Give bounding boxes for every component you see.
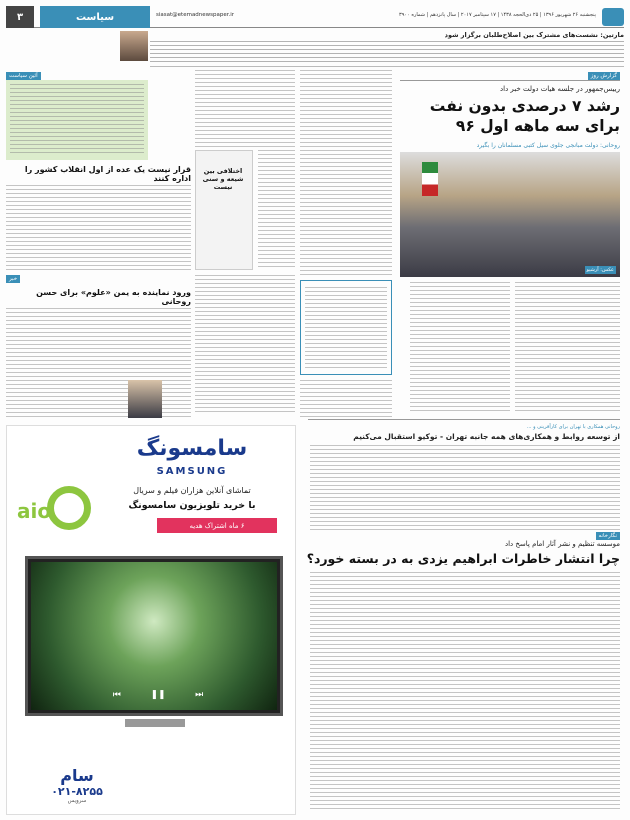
ad-footer [17,766,137,804]
section-label: سیاست [40,6,150,28]
section3-text [310,572,620,812]
section-email: siasat@etemadnewspaper.ir [156,12,235,18]
section3-pretitle: موسسه تنظیم و نشر آثار امام پاسخ داد [504,540,620,548]
tv-player-controls [98,689,218,701]
ad-brand-fa: سامسونگ [136,436,248,461]
newspaper-logo [602,8,624,26]
main-story-pretitle: رییس‌جمهور در جلسه هیات دولت خبر داد [500,85,620,93]
column-text [195,70,295,148]
sam-logo: سام [60,766,94,785]
previous-icon: ⏮ [112,690,121,700]
quote-box-text [305,287,387,369]
main-story-kicker: گزارش روز [588,72,620,80]
section2-headline: از توسعه روابط و همکاری‌های همه جانبه تهران - توکیو استقبال می‌کنیم [353,432,620,441]
main-story-subtitle: روحانی: دولت مبانجی جلوی سیل کتبی مسلمانان را بگیرد [476,142,620,149]
top-strip-photo [120,31,148,61]
left-column-headline: قرار نیست یک عده از اول انقلاب کشور را اداره کنند [24,165,191,183]
tv-image [25,556,283,716]
left-column-text [6,185,191,270]
left-column-kicker: آئین سیاست [6,72,41,80]
aio-ring-icon [47,486,91,530]
green-box-text [10,84,144,156]
section2-pretitle: روحانی همکاری با تهران برای کارآفرینی و ... [526,424,620,430]
ad-line2: با خرید تلویزیون سامسونگ [128,500,256,511]
next-icon: ⏭ [195,690,204,700]
quote-box [300,280,392,375]
section2-text [310,445,620,530]
ad-line1: تماشای آنلاین هزاران فیلم و سریال [133,486,251,495]
pause-icon: ❚❚ [150,690,166,700]
photo-caption: عکس: آرشیو [586,267,614,273]
page-header [6,6,624,28]
column-text [258,150,295,270]
author-portrait [128,380,162,418]
cabinet-meeting-photo [400,152,620,277]
tv-screen [31,562,277,710]
samsung-advertisement[interactable] [6,425,296,815]
tv-stand [125,719,185,727]
main-story-text-col [515,282,620,412]
sam-tagline: سرویس [67,798,87,804]
top-strip-title: مارتین: نشست‌های مشترک بین اصلاح‌طلبان برگزار شود [444,31,624,39]
side-box-title: اختلافی بین شیعه و سنی نیست [202,167,244,191]
main-story-headline: رشد ۷ درصدی بدون نفت برای سه ماهه اول ۹۶ [429,97,620,135]
side-box [195,150,253,270]
section3-kicker: نگارخانه [596,532,620,540]
column-text [195,275,295,415]
aio-logo [17,481,95,531]
issue-info: پنجشنبه ۲۶ شهریور ۱۳۹۶ | ۲۵ ذی‌الحجه ۱۴۳۸ | ۱۷ سپتامبر ۲۰۱۷ | سال پانزدهم | شماره ۳۹۰۰ [399,12,596,18]
top-strip-body-text [150,41,624,65]
divider [308,419,620,420]
divider [400,80,620,81]
ad-gift-badge: ۶ ماه اشتراک هدیه [157,518,277,533]
section3-headline: چرا انتشار خاطرات ابراهیم یزدی به در بسته خورد؟ [306,551,620,566]
left-column-text [6,308,191,418]
main-story-text-col [410,282,510,412]
aio-text: aio [17,499,52,523]
top-strip [150,31,624,67]
ad-brand-en: SAMSUNG [156,466,228,477]
main-story-text-col [300,70,392,275]
main-story-text-col [300,380,392,420]
left-column-kicker2: خبر [6,275,20,283]
sam-phone: ۰۲۱-۸۲۵۵ [51,785,103,798]
left-green-box [6,80,148,160]
left-column-headline2: ورود نماینده به‌ یمن «علوم» برای حسن روحانی [36,288,191,306]
iran-flag-icon [422,162,438,196]
page-number: ۳ [6,6,34,28]
